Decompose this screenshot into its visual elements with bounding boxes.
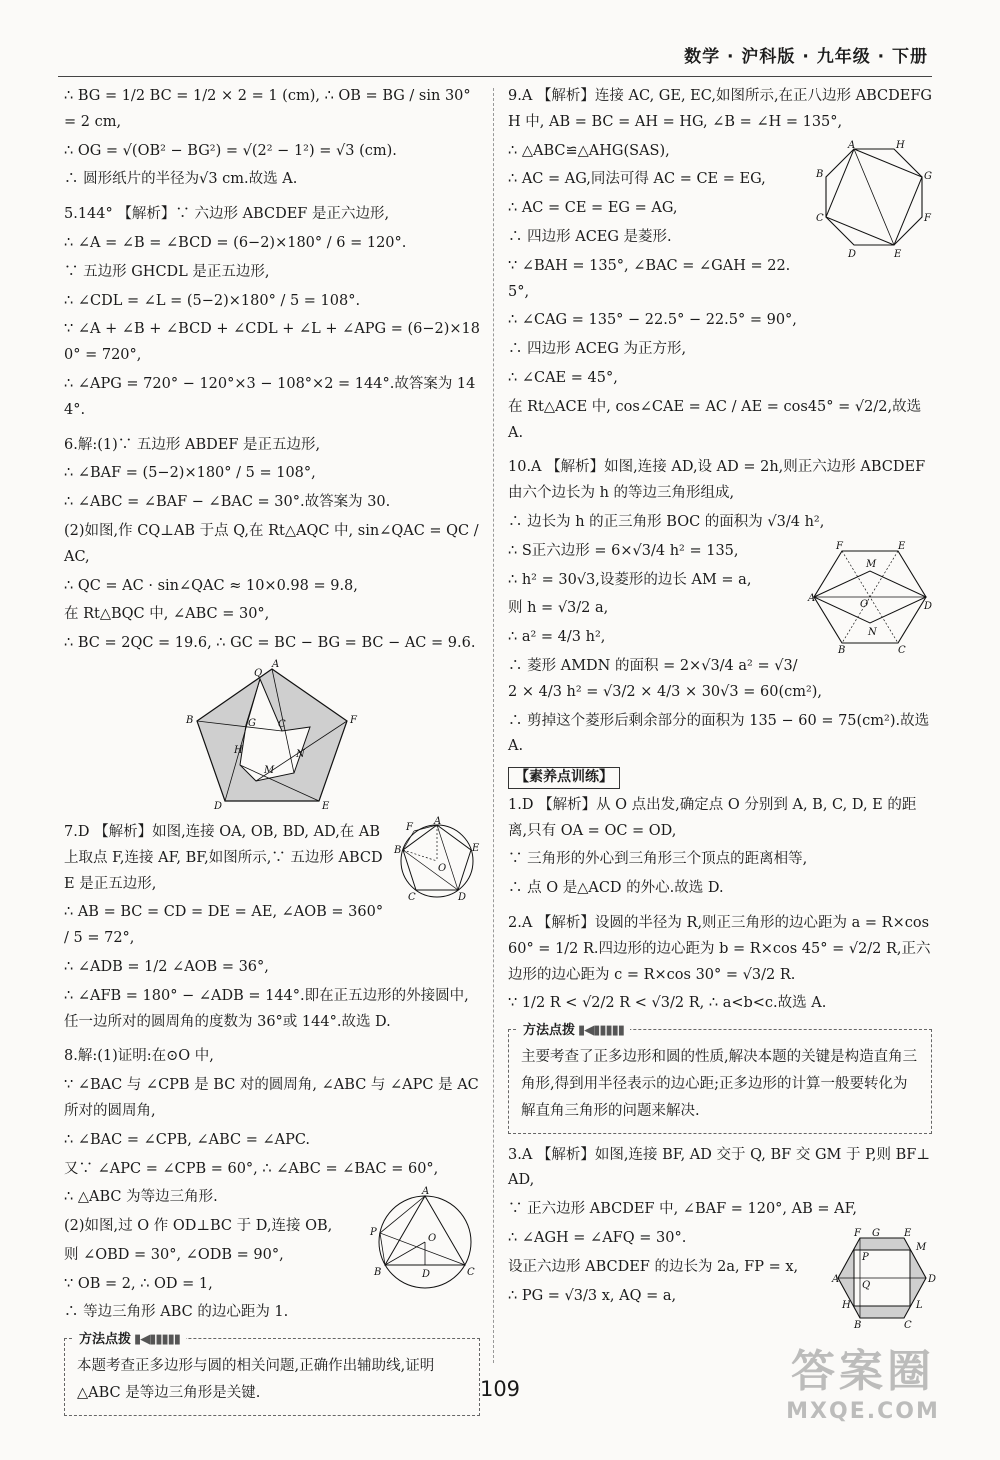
fig-label: A <box>808 592 816 604</box>
fig-label: N <box>868 626 877 638</box>
text-line: 则 ∠OBD = 30°, ∠ODB = 90°, <box>64 1246 284 1263</box>
fig-label: C <box>278 718 286 730</box>
text-line: ∴ ∠APG = 720° − 120°×3 − 108°×2 = 144°.故答案为 144°. <box>64 375 476 418</box>
text-line: ∵ 正六边形 ABCDEF 中, ∠BAF = 120°, AB = AF, <box>508 1201 858 1218</box>
fig-label: P <box>370 1227 377 1239</box>
fig-label: F <box>406 821 413 833</box>
header-rule <box>58 76 932 77</box>
text-line: ∴ ∠AGH = ∠AFQ = 30°. <box>508 1229 687 1246</box>
text-line: ∴ 圆形纸片的半径为√3 cm.故选 A. <box>64 171 298 188</box>
fig-label: P <box>862 1251 869 1263</box>
text-line: ∴ a² = 4/3 h², <box>508 629 606 646</box>
text-line: ∵ ∠BAC 与 ∠CPB 是 BC 对的圆周角, ∠ABC 与 ∠APC 是 AC 所对的圆周角, <box>64 1077 484 1119</box>
fig-label: B <box>816 168 824 180</box>
answer-s1-heading: 1.D 【解析】从 O 点出发,确定点 O 分别到 A, B, C, D, E 的距离,只有 OA = OC = OD, <box>508 796 917 839</box>
fig-label: B <box>186 714 194 726</box>
text-line: ∴ 点 O 是△ACD 的外心.故选 D. <box>508 880 724 897</box>
fig-label: C <box>904 1319 912 1331</box>
column-divider <box>493 88 494 1363</box>
text-line: ∴ ∠A = ∠B = ∠BCD = (6−2)×180° / 6 = 120°. <box>64 234 407 251</box>
answer-5-heading: 5.144° 【解析】∵ 六边形 ABCDEF 是正六边形, <box>64 206 390 223</box>
text-line: (2)如图,过 O 作 OD⊥BC 于 D,连接 OB, <box>64 1218 333 1235</box>
watermark-logo-text: 答案圈 <box>791 1346 935 1397</box>
text-line: ∵ 1/2 R < √2/2 R < √3/2 R, ∴ a<b<c.故选 A. <box>508 995 827 1012</box>
fig-label: H <box>234 744 243 756</box>
section-heading: 【素养点训练】 <box>508 767 620 789</box>
fig-label: A <box>422 1186 430 1198</box>
text-line: 又∵ ∠APC = ∠CPB = 60°, ∴ ∠ABC = ∠BAC = 60°, <box>64 1160 439 1177</box>
hexagon-rhombus-figure <box>808 540 933 656</box>
text-line: 则 h = √3/2 a, <box>508 600 609 617</box>
text-line: ∴ h² = 30√3,设菱形的边长 AM = a, <box>508 571 752 588</box>
fig-label: D <box>422 1269 431 1281</box>
text-line: ∴ AC = AG,同法可得 AC = CE = EG, <box>508 171 766 188</box>
method-tip-box <box>508 1023 932 1133</box>
fig-label: O <box>438 862 447 874</box>
text-line: ∴ 边长为 h 的正三角形 BOC 的面积为 √3/4 h², <box>508 513 825 530</box>
fig-label: B <box>838 644 846 656</box>
text-line: ∴ ∠ADB = 1/2 ∠AOB = 36°, <box>64 958 269 975</box>
octagon-figure <box>816 141 932 263</box>
method-tip-tag: 方法点拨 ▮◀▮▮▮▮▮ <box>517 1019 630 1043</box>
fig-label: O <box>428 1233 437 1245</box>
fig-label: A <box>434 815 442 827</box>
text-line: ∵ 三角形的外心到三角形三个顶点的距离相等, <box>508 851 808 868</box>
fig-label: O <box>860 598 869 610</box>
fig-label: D <box>924 600 933 612</box>
method-tip-tag: 方法点拨 ▮◀▮▮▮▮▮ <box>73 1328 186 1352</box>
text-line: 在 Rt△ACE 中, cos∠CAE = AC / AE = cos45° = √2/2,故选 A. <box>508 398 926 441</box>
text-line: ∴ 四边形 ACEG 为正方形, <box>508 341 687 358</box>
fig-label: A <box>848 139 856 151</box>
text-line: ∴ S正六边形 = 6×√3/4 h² = 135, <box>508 542 739 559</box>
text-line: (2)如图,作 CQ⊥AB 于点 Q,在 Rt△AQC 中, sin∠QAC = QC / AC, <box>64 522 484 565</box>
watermark <box>748 1346 978 1450</box>
fig-label: E <box>904 1227 912 1239</box>
fig-label: N <box>296 748 305 760</box>
fig-label: F <box>836 540 843 552</box>
text-line: ∴ ∠BAC = ∠CPB, ∠ABC = ∠APC. <box>64 1131 311 1148</box>
text-line: ∴ AC = CE = EG = AG, <box>508 200 678 217</box>
fig-label: A <box>832 1273 840 1285</box>
answer-9-heading: 9.A 【解析】连接 AC, GE, EC,如图所示,在正八边形 ABCDEFGH 中, AB = BC = AH = HG, ∠B = ∠H = 135°, <box>508 88 933 130</box>
text-line: ∴ ∠CAE = 45°, <box>508 369 618 386</box>
fig-label: E <box>322 800 330 812</box>
text-line: ∴ ∠CAG = 135° − 22.5° − 22.5° = 90°, <box>508 312 797 329</box>
fig-label: C <box>467 1267 475 1279</box>
answer-7-heading: 7.D 【解析】如图,连接 OA, OB, BD, AD,在 AB 上取点 F,连接 AF, BF,如图所示,∵ 五边形 ABCDE 是正五边形, <box>64 823 385 892</box>
text-line: ∴ 菱形 AMDN 的面积 = 2×√3/4 a² = √3/2 × 4/3 h² = √3/2 × 4/3 × 30√3 = 60(cm²), <box>508 657 823 700</box>
text-line: ∴ ∠BAF = (5−2)×180° / 5 = 108°, <box>64 465 316 482</box>
fig-label: M <box>264 764 275 776</box>
text-line: ∵ OB = 2, ∴ OD = 1, <box>64 1275 213 1292</box>
text-line: ∴ 四边形 ACEG 是菱形. <box>508 228 672 245</box>
fig-label: Q <box>862 1279 871 1291</box>
fig-label: F <box>924 212 931 224</box>
text-line: ∴ QC = AC · sin∠QAC ≈ 10×0.98 = 9.8, <box>64 577 358 594</box>
fig-label: E <box>472 842 480 854</box>
answer-s3-heading: 3.A 【解析】如图,连接 BF, AD 交于 Q, BF 交 GM 于 P,则 BF⊥AD, <box>508 1146 930 1189</box>
text-line: ∴ △ABC≌△AHG(SAS), <box>508 142 670 159</box>
fig-label: L <box>916 1299 923 1311</box>
fig-label: C <box>408 891 416 903</box>
fig-label: F <box>854 1227 861 1239</box>
answer-6-heading: 6.解:(1)∵ 五边形 ABDEF 是正五边形, <box>64 436 321 453</box>
fig-label: E <box>898 540 906 552</box>
circle-pentagon-figure <box>394 817 480 903</box>
text-line: ∴ ∠ABC = ∠BAF − ∠BAC = 30°.故答案为 30. <box>64 494 391 511</box>
fig-label: G <box>872 1227 880 1239</box>
text-line: ∴ BC = 2QC = 19.6, ∴ GC = BC − BG = BC − AC = 9.6. <box>64 635 476 652</box>
left-column <box>64 84 484 1422</box>
fig-label: Q <box>254 667 263 679</box>
fig-label: B <box>394 844 402 856</box>
fig-label: A <box>272 658 280 670</box>
answer-s2-heading: 2.A 【解析】设圆的半径为 R,则正三角形的边心距为 a = R×cos 60° = 1/2 R.四边形的边心距为 b = R×cos 45° = √2/2 R,正六边形的边心距为 c = R×cos 30° = √3/2 R. <box>508 914 934 983</box>
text-line: ∴ PG = √3/3 x, AQ = a, <box>508 1287 677 1304</box>
text-line: ∵ ∠A + ∠B + ∠BCD + ∠CDL + ∠L + ∠APG = (6−2)×180° = 720°, <box>64 321 481 364</box>
page-number: 109 <box>479 1377 521 1401</box>
right-column <box>508 84 937 1332</box>
triangle-circle-figure <box>370 1187 480 1297</box>
text-line: ∴ ∠AFB = 180° − ∠ADB = 144°.即在正五边形的外接圆中,任一边所对的圆周角的度数为 36°或 144°.故选 D. <box>64 987 469 1030</box>
method-tip-text: 本题考查正多边形与圆的相关问题,正确作出辅助线,证明△ABC 是等边三角形是关键. <box>77 1358 435 1402</box>
text-line: 设正六边形 ABCDEF 的边长为 2a, FP = x, <box>508 1258 799 1275</box>
text-line: ∴ 等边三角形 ABC 的边心距为 1. <box>64 1304 289 1321</box>
text-line: ∴ ∠CDL = ∠L = (5−2)×180° / 5 = 108°. <box>64 292 361 309</box>
text-line: ∴ OG = √(OB² − BG²) = √(2² − 1²) = √3 (cm). <box>64 142 397 159</box>
method-tip-box <box>64 1332 480 1416</box>
fig-label: C <box>898 644 906 656</box>
text-line: ∴ △ABC 为等边三角形. <box>64 1189 218 1206</box>
fig-label: D <box>214 800 223 812</box>
text-line: ∴ 剪掉这个菱形后剩余部分的面积为 135 − 60 = 75(cm²).故选 A. <box>508 712 934 755</box>
fig-label: E <box>894 248 902 260</box>
fig-label: M <box>916 1241 927 1253</box>
text-line: 在 Rt△BQC 中, ∠ABC = 30°, <box>64 606 270 623</box>
text-line: ∴ BG = 1/2 BC = 1/2 × 2 = 1 (cm), ∴ OB = BG / sin 30° = 2 cm, <box>64 88 476 130</box>
page-header-title: 数学 · 沪科版 · 九年级 · 下册 <box>684 47 928 67</box>
fig-label: M <box>866 558 877 570</box>
fig-label: D <box>848 248 857 260</box>
fig-label: B <box>854 1319 862 1331</box>
fig-label: C <box>816 212 824 224</box>
text-line: ∴ AB = BC = CD = DE = AE, ∠AOB = 360° / 5 = 72°, <box>64 904 388 947</box>
fig-label: F <box>350 714 357 726</box>
fig-label: B <box>374 1267 382 1279</box>
fig-label: D <box>458 891 467 903</box>
text-line: ∵ 五边形 GHCDL 是正五边形, <box>64 263 270 280</box>
text-line: ∵ ∠BAH = 135°, ∠BAC = ∠GAH = 22.5°, <box>508 257 791 300</box>
fig-label: H <box>842 1299 851 1311</box>
fig-label: H <box>896 139 905 151</box>
fig-label: G <box>248 717 256 729</box>
method-tip-text: 主要考查了正多边形和圆的性质,解决本题的关键是构造直角三角形,得到用半径表示的边心距;正多边形的计算一般要转化为解直角三角形的问题来解决. <box>521 1049 918 1119</box>
hexagon-rectangle-figure <box>832 1227 937 1331</box>
answer-8-heading: 8.解:(1)证明:在⊙O 中, <box>64 1048 214 1065</box>
fig-label: G <box>924 170 932 182</box>
fig-label: D <box>928 1273 937 1285</box>
answer-10-heading: 10.A 【解析】如图,连接 AD,设 AD = 2h,则正六边形 ABCDEF 由六个边长为 h 的等边三角形组成, <box>508 459 930 502</box>
watermark-url: MXQE.COM <box>786 1398 940 1424</box>
pentagon-figure <box>182 658 362 812</box>
